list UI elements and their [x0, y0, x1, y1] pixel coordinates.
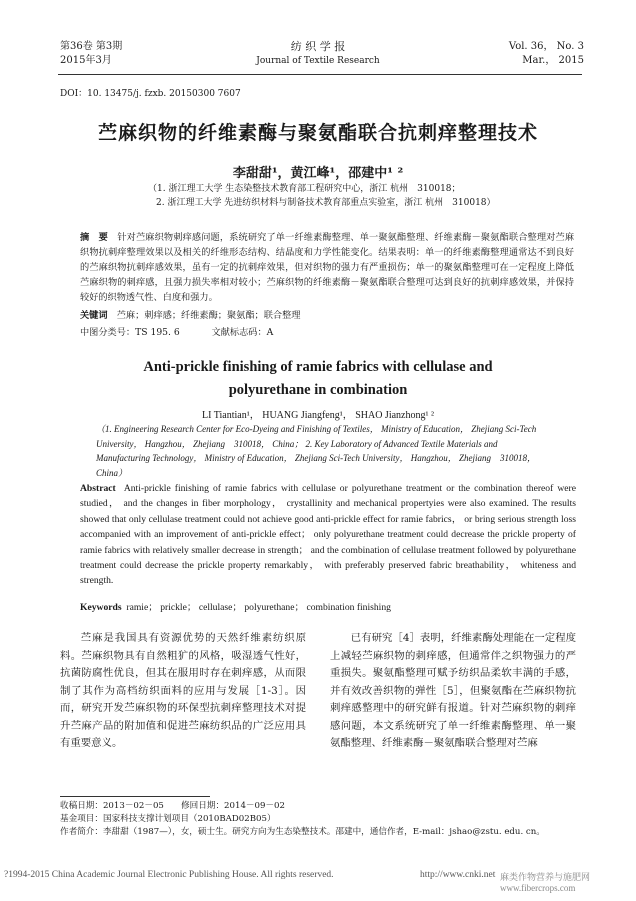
title-en: Anti-prickle finishing of ramie fabrics with cellulase and polyurethane in combination [143, 359, 493, 398]
header-rule [58, 74, 582, 75]
affiliations-en: （1. Engineering Research Center for Eco-Dyeing and Finishing of Textiles， Ministry of Education， Zhejiang Sci-Tech University， Hangzhou， Zhejiang 310018， China； 2. Key Laboratory of Advanced Textile Materials and Manufacturing Technology， Ministry of Education， Zhejiang Sci-Tech University， Hangzhou， Zhejiang 310018， China） [96, 424, 537, 478]
abstract-en-text: Anti-prickle finishing of ramie fabrics with cellulase or polyurethane treatment or the combination thereof were studied， and the changes in fiber morphology， crystallinity and mechanical propertyies were also examined. The results showed that only cellulase treatment could not achieve good anti-prickle effect for ramie fabrics， or bring serious strength loss accompanied with an improvement of anti-prickle effect； only polyurethane treatment could decrease the prickle property of ramie fabrics with relatively smaller decrease in strength； and the combination of cellulase treatment followed by polyurethane treatment could decrease the prickle property remarkably， with preferably preserved fabric breathability， whiteness and strength. [80, 483, 576, 587]
abstract-en [80, 481, 576, 589]
abstract-cn-text: 针对苎麻织物刺痒感问题，系统研究了单一纤维素酶整理、单一聚氨酯整理、纤维素酶－聚氨酯联合整理对苎麻织物抗刺痒整理效果以及相关的纤维形态结构、结晶度和力学性能变化。结果表明：单一的纤维素酶整理通常达不到良好的苎麻织物抗刺痒感效果，虽有一定的抗刺痒效果，但对织物的强力有严重损伤；单一的聚氨酯整理可在一定程度上降低苎麻织物的刺痒感，且强力损失率相对较小；苎麻织物的纤维素酶－聚氨酯联合整理可达到良好的抗刺痒感效果，并保持较好的织物透气性、白度和强力。 [80, 232, 575, 303]
footnote-fund: 基金项目：国家科技支撑计划项目（2010BAD02B05） [60, 814, 276, 824]
footnote-rule [60, 796, 210, 797]
watermark-text: 麻类作物营养与施肥网 www.fibercrops.com [500, 872, 591, 893]
title-cn: 苎麻织物的纤维素酶与聚氨酯联合抗刺痒整理技术 [97, 122, 538, 144]
cnki-link[interactable]: http://www.cnki.net [420, 870, 496, 880]
header-journal: 纺 织 学 报 Journal of Textile Research [256, 40, 380, 66]
body-column-right: 已有研究［4］表明，纤维素酶处理能在一定程度上减轻苎麻织物的刺痒感，但通常伴之织物强力的严重损失。聚氨酯整理可赋予纺织品柔软丰满的手感，并有效改善织物的弹性［5］，但聚氨酯在苎麻织物抗刺痒感整理中的研究鲜有报道。针对苎麻织物的刺痒感问题，本文系统研究了单一纤维素酶整理、单一聚氨酯整理、纤维素酶－聚氨酯联合整理对苎麻 [330, 632, 576, 749]
copyright-text: ?1994-2015 China Academic Journal Electronic Publishing House. All rights reserved. [4, 870, 334, 880]
keywords-en: Keywords ramie； prickle； cellulase； polyurethane； combination finishing [80, 602, 391, 613]
authors-en: LI Tiantian¹， HUANG Jiangfeng¹， SHAO Jianzhong¹ ² [202, 410, 434, 421]
authors-cn: 李甜甜¹，黄江峰¹，邵建中¹ ² [232, 166, 404, 181]
footnote-author: 作者简介：李甜甜（1987—），女，硕士生。研究方向为生态染整技术。邵建中，通信作者，E-mail：jshao@zstu. edu. cn。 [60, 827, 545, 837]
keywords-cn: 关键词 苎麻；刺痒感；纤维素酶；聚氨酯；联合整理 [80, 310, 301, 321]
doi[interactable]: DOI：10. 13475/j. fzxb. 20150300 7607 [60, 89, 241, 99]
affiliations-cn: （1. 浙江理工大学 生态染整技术教育部工程研究中心，浙江 杭州 310018； 2. 浙江理工大学 先进纺织材料与制备技术教育部重点实验室，浙江 杭州 310018） [148, 184, 496, 208]
abstract-en-label: Abstract [80, 483, 116, 494]
body-column-left: 苎麻是我国具有资源优势的天然纤维素纺织原料。苎麻织物具有自然粗犷的风格，吸湿透气性好，抗菌防腐性优良，但其在服用时存在刺痒感，从而限制了其作为高档纺织面料的应用与发展［1-3］。因而，研究开发苎麻织物的环保型抗刺痒整理技术对提升苎麻产品的附加值和促进苎麻纺织品的广泛应用具有重要意义。 [60, 632, 306, 749]
footnote-dates: 收稿日期：2013－02－05 修回日期：2014－09－02 [60, 801, 285, 811]
header-volume-cn: 第36卷 第3期 2015年3月 [60, 41, 123, 66]
abstract-cn-label: 摘 要 [80, 232, 108, 243]
classification-cn: 中图分类号：TS 195. 6 文献标志码：A [80, 327, 274, 338]
abstract-cn [80, 230, 574, 305]
header-volume-en: Vol. 36， No. 3 Mar.， 2015 [508, 41, 584, 66]
footnotes [60, 800, 545, 839]
